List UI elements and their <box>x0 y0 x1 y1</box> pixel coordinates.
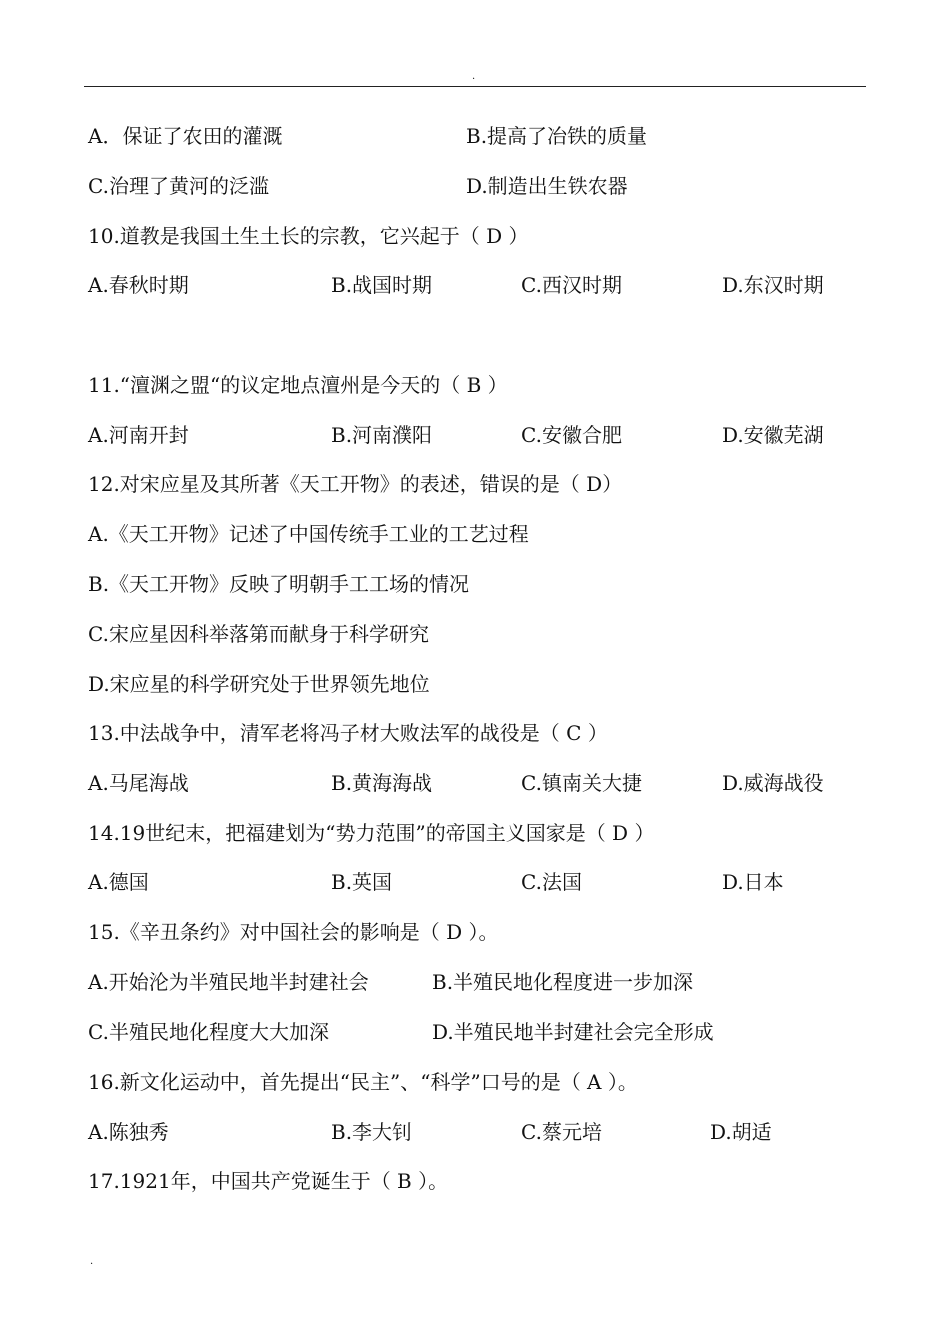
q15-option-a: A.开始沦为半殖民地半封建社会 <box>88 970 369 994</box>
q14-option-a: A.德国 <box>88 870 149 894</box>
q14-option-d: D.日本 <box>722 870 784 894</box>
q14-option-c: C.法国 <box>521 870 582 894</box>
q12-option-b: B.《天工开物》反映了明朝手工工场的情况 <box>88 572 470 596</box>
q12-option-c: C.宋应星因科举落第而献身于科学研究 <box>88 622 429 646</box>
q10-option-c: C.西汉时期 <box>521 273 622 297</box>
q12-option-d: D.宋应星的科学研究处于世界领先地位 <box>88 672 430 696</box>
q13-option-d: D.威海战役 <box>722 771 824 795</box>
q14-option-b: B.英国 <box>331 870 393 894</box>
q13-stem: 13.中法战争中，清军老将冯子材大败法军的战役是（ C ） <box>88 721 608 745</box>
q9-option-a: A．保证了农田的灌溉 <box>88 124 283 148</box>
q15-option-c: C.半殖民地化程度大大加深 <box>88 1020 329 1044</box>
q11-option-d: D.安徽芜湖 <box>722 423 824 447</box>
q11-stem: 11.“澶渊之盟“的议定地点澶州是今天的（ B ） <box>88 373 508 397</box>
q17-stem: 17.1921年，中国共产党诞生于（ B ）。 <box>88 1169 449 1193</box>
q15-option-d: D.半殖民地半封建社会完全形成 <box>432 1020 714 1044</box>
q13-option-a: A.马尾海战 <box>88 771 189 795</box>
q9-option-d: D.制造出生铁农器 <box>466 174 628 198</box>
q11-option-b: B.河南濮阳 <box>331 423 433 447</box>
q16-stem: 16.新文化运动中，首先提出“民主”、“科学”口号的是（ A ）。 <box>88 1070 638 1094</box>
q9-option-c: C.治理了黄河的泛滥 <box>88 174 269 198</box>
header-dot: . <box>472 71 476 82</box>
q15-stem: 15.《辛丑条约》对中国社会的影响是（ D ）。 <box>88 920 499 944</box>
q11-option-a: A.河南开封 <box>88 423 189 447</box>
q10-option-d: D.东汉时期 <box>722 273 824 297</box>
q16-option-b: B.李大钊 <box>331 1120 413 1144</box>
q13-option-b: B.黄海海战 <box>331 771 433 795</box>
q14-stem: 14.19世纪末，把福建划为“势力范围”的帝国主义国家是（ D ） <box>88 821 655 845</box>
q10-option-a: A.春秋时期 <box>88 273 189 297</box>
q16-option-c: C.蔡元培 <box>521 1120 602 1144</box>
header-rule <box>84 86 866 87</box>
q16-option-a: A.陈独秀 <box>88 1120 169 1144</box>
footer-dot: . <box>90 1256 94 1267</box>
q10-option-b: B.战国时期 <box>331 273 433 297</box>
q16-option-d: D.胡适 <box>710 1120 772 1144</box>
q12-stem: 12.对宋应星及其所著《天工开物》的表述，错误的是（ D） <box>88 472 623 496</box>
q13-option-c: C.镇南关大捷 <box>521 771 642 795</box>
q12-option-a: A.《天工开物》记述了中国传统手工业的工艺过程 <box>88 522 529 546</box>
q10-stem: 10.道教是我国土生土长的宗教，它兴起于（ D ） <box>88 224 529 248</box>
q15-option-b: B.半殖民地化程度进一步加深 <box>432 970 694 994</box>
q11-option-c: C.安徽合肥 <box>521 423 622 447</box>
q9-option-b: B.提高了冶铁的质量 <box>466 124 648 148</box>
